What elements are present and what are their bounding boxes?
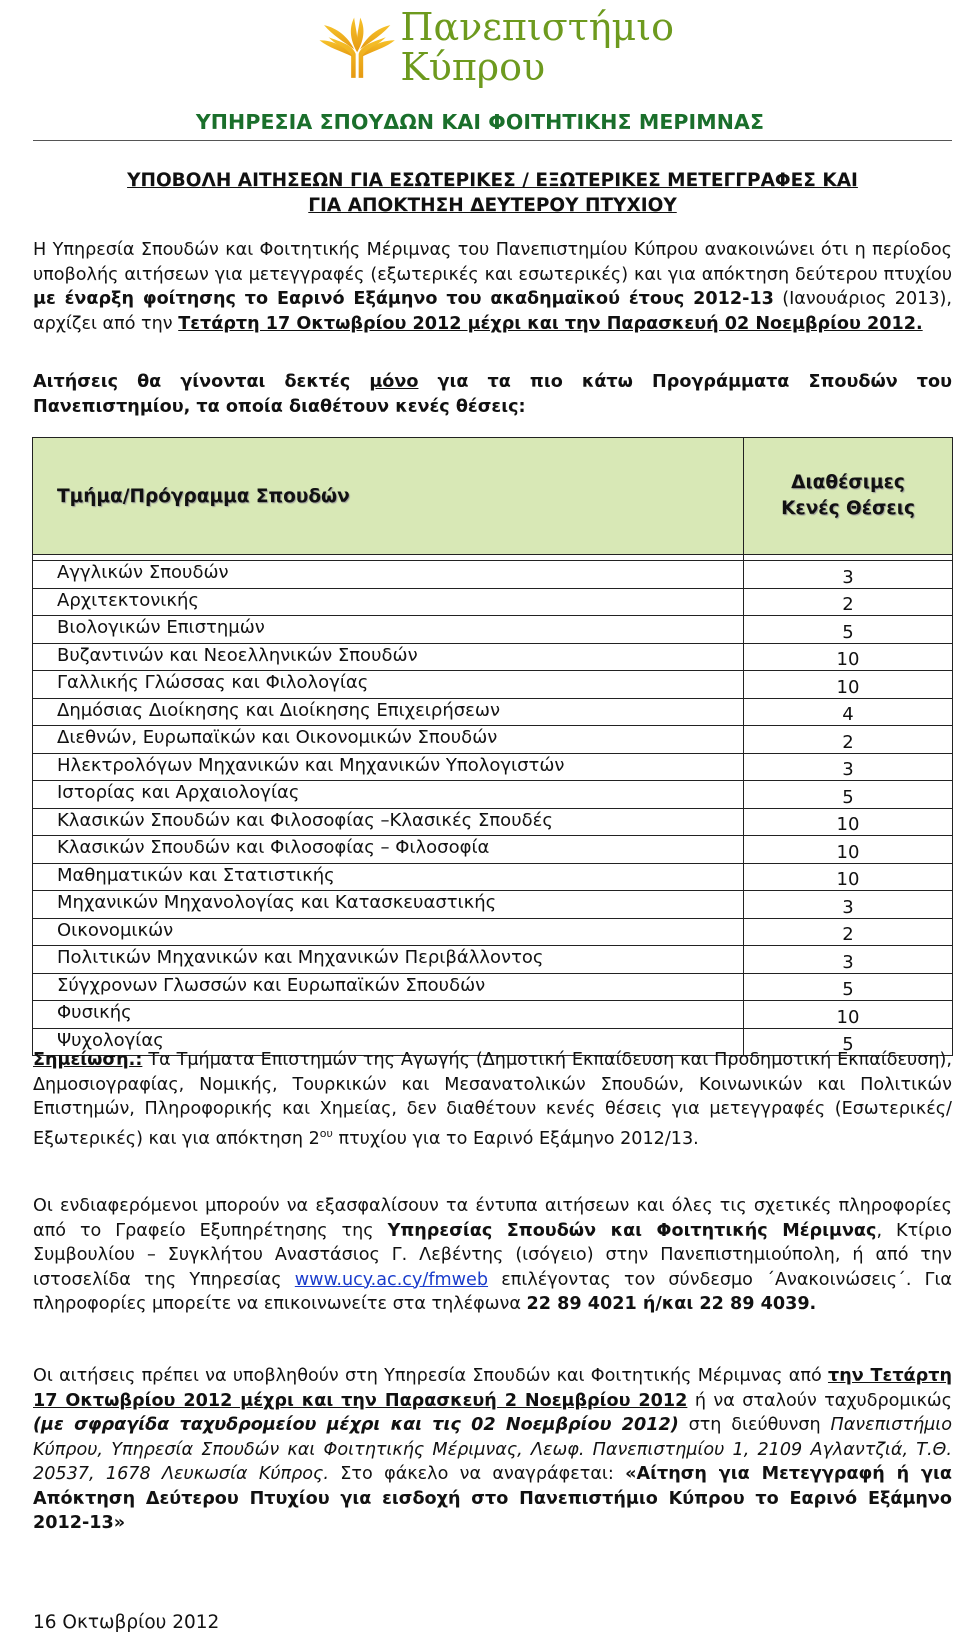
available-places: 4 bbox=[744, 698, 953, 726]
page-title-line-2: ΓΙΑ ΑΠΟΚΤΗΣΗ ΔΕΥΤΕΡΟΥ ΠΤΥΧΙΟΥ bbox=[308, 195, 677, 216]
table-row bbox=[33, 698, 953, 726]
note-label: Σημείωση.: bbox=[33, 1050, 143, 1070]
available-places: 10 bbox=[744, 1001, 953, 1029]
available-places: 2 bbox=[744, 918, 953, 946]
available-places: 3 bbox=[744, 946, 953, 974]
table-row bbox=[33, 973, 953, 1001]
info-service-name: Υπηρεσίας Σπουδών και Φοιτητικής Μέριμνας bbox=[387, 1220, 877, 1241]
intro-start-semester: με έναρξη φοίτησης το Εαρινό Εξάμηνο του ακαδημαϊκού έτους 2012-13 bbox=[33, 289, 774, 309]
table-row bbox=[33, 863, 953, 891]
program-name: Δημόσιας Διοίκησης και Διοίκησης Επιχειρήσεων bbox=[33, 698, 744, 726]
table-header-row bbox=[33, 438, 953, 555]
available-places: 10 bbox=[744, 643, 953, 671]
program-name: Ιστορίας και Αρχαιολογίας bbox=[33, 781, 744, 809]
available-places: 3 bbox=[744, 753, 953, 781]
program-name: Διεθνών, Ευρωπαϊκών και Οικονομικών Σπουδών bbox=[33, 726, 744, 754]
table-row bbox=[33, 726, 953, 754]
university-logo bbox=[318, 4, 674, 90]
available-places: 3 bbox=[744, 891, 953, 919]
intro-paragraph bbox=[33, 238, 952, 336]
program-name: Φυσικής bbox=[33, 1001, 744, 1029]
available-places: 5 bbox=[744, 616, 953, 644]
table-row bbox=[33, 588, 953, 616]
program-name: Ψυχολογίας bbox=[33, 1028, 744, 1056]
program-name: Κλασικών Σπουδών και Φιλοσοφίας – Φιλοσοφία bbox=[33, 836, 744, 864]
program-name: Οικονομικών bbox=[33, 918, 744, 946]
submission-envelope-label: «Αίτηση για Μετεγγραφή ή για Απόκτηση Δεύτερου Πτυχίου για εισδοχή στο Πανεπιστήμιο Κύπρου το Εαρινό Εξάμηνο 2012-13» bbox=[33, 1464, 952, 1533]
announcement-date: 16 Οκτωβρίου 2012 bbox=[33, 1612, 220, 1633]
available-places: 10 bbox=[744, 863, 953, 891]
submission-text-1: Οι αιτήσεις πρέπει να υποβληθούν στη Υπηρεσία Σπουδών και Φοιτητικής Μέριμνας από bbox=[33, 1366, 828, 1386]
table-row bbox=[33, 781, 953, 809]
info-text-1: Οι ενδιαφερόμενοι μπορούν να εξασφαλίσουν τα έντυπα αιτήσεων και όλες τις σχετικές πληροφορίες από το Γραφείο Εξυπηρέτησης της bbox=[33, 1196, 952, 1241]
program-name: Βυζαντινών και Νεοελληνικών Σπουδών bbox=[33, 643, 744, 671]
info-text-2: , Κτίριο Συμβουλίου – Συγκλήτου Αναστάσιος Γ. Λεβέντης (ισόγειο) στην Πανεπιστημιούπολη, ή από την ιστοσελίδα της Υπηρεσίας bbox=[33, 1220, 953, 1290]
service-website-link[interactable]: www.ucy.ac.cy/fmweb bbox=[294, 1269, 489, 1290]
info-phones: 22 89 4021 ή/και 22 89 4039. bbox=[526, 1294, 817, 1314]
header-divider bbox=[33, 140, 952, 141]
table-row bbox=[33, 643, 953, 671]
eligibility-paragraph bbox=[33, 370, 952, 419]
logo-line-1: Πανεπιστήμιο bbox=[400, 5, 674, 49]
table-row bbox=[33, 808, 953, 836]
program-name: Αρχιτεκτονικής bbox=[33, 588, 744, 616]
program-name: Μηχανικών Μηχανολογίας και Κατασκευαστικής bbox=[33, 891, 744, 919]
intro-period-dates: Τετάρτη 17 Οκτωβρίου 2012 μέχρι και την Παρασκευή 02 Νοεμβρίου 2012. bbox=[178, 313, 923, 334]
header-places-line-1: Διαθέσιμες bbox=[791, 472, 905, 493]
available-places: 2 bbox=[744, 588, 953, 616]
program-name: Πολιτικών Μηχανικών και Μηχανικών Περιβάλλοντος bbox=[33, 946, 744, 974]
program-name: Γαλλικής Γλώσσας και Φιλολογίας bbox=[33, 671, 744, 699]
table-row bbox=[33, 891, 953, 919]
available-places: 10 bbox=[744, 808, 953, 836]
table-row bbox=[33, 616, 953, 644]
program-name: Βιολογικών Επιστημών bbox=[33, 616, 744, 644]
note-paragraph bbox=[33, 1048, 952, 1151]
table-row bbox=[33, 946, 953, 974]
page-title bbox=[33, 168, 952, 218]
service-title: ΥΠΗΡΕΣΙΑ ΣΠΟΥΔΩΝ ΚΑΙ ΦΟΙΤΗΤΙΚΗΣ ΜΕΡΙΜΝΑΣ bbox=[195, 110, 765, 134]
eligibility-text-1: Αιτήσεις θα γίνονται δεκτές bbox=[33, 372, 370, 392]
header-available-places bbox=[744, 438, 953, 555]
eligibility-only: μόνο bbox=[369, 372, 419, 392]
program-name: Κλασικών Σπουδών και Φιλοσοφίας –Κλασικές Σπουδές bbox=[33, 808, 744, 836]
table-row bbox=[33, 561, 953, 589]
info-paragraph bbox=[33, 1194, 952, 1317]
tree-logo-icon bbox=[318, 4, 396, 90]
submission-dates: την Τετάρτη 17 Οκτωβρίου 2012 μέχρι και την Παρασκευή 2 Νοεμβρίου 2012 bbox=[33, 1366, 952, 1411]
table-row bbox=[33, 1001, 953, 1029]
program-name: Ηλεκτρολόγων Μηχανικών και Μηχανικών Υπολογιστών bbox=[33, 753, 744, 781]
available-places: 5 bbox=[744, 973, 953, 1001]
header-places-line-2: Κενές Θέσεις bbox=[781, 498, 915, 519]
table-row bbox=[33, 671, 953, 699]
available-places: 10 bbox=[744, 671, 953, 699]
available-places: 10 bbox=[744, 836, 953, 864]
note-superscript: ου bbox=[319, 1126, 333, 1140]
submission-postmark: (με σφραγίδα ταχυδρομείου μέχρι και τις 02 Νοεμβρίου 2012) bbox=[33, 1415, 679, 1435]
available-places: 3 bbox=[744, 561, 953, 589]
intro-text-1: Η Υπηρεσία Σπουδών και Φοιτητικής Μέριμνας του Πανεπιστημίου Κύπρου ανακοινώνει ότι η περίοδος υποβολής αιτήσεων για μετεγγραφές (εξωτερικές και εσωτερικές) και για απόκτηση δεύτερου πτυχίου bbox=[33, 240, 952, 285]
table-row bbox=[33, 753, 953, 781]
logo-line-2: Κύπρου bbox=[400, 45, 546, 89]
intro-text-2: (Ιανουάριος 2013), αρχίζει από την bbox=[33, 289, 952, 334]
header-program: Τμήμα/Πρόγραμμα Σπουδών bbox=[33, 438, 744, 555]
program-name: Σύγχρονων Γλωσσών και Ευρωπαϊκών Σπουδών bbox=[33, 973, 744, 1001]
table-row bbox=[33, 836, 953, 864]
note-text-1: Τα Τμήματα Επιστημών της Αγωγής (Δημοτική Εκπαίδευση και Προδημοτική Εκπαίδευση), Δημοσιογραφίας, Νομικής, Τουρκικών και Μεσανατολικών Σπουδών, Κοινωνικών και Πολιτικών Επιστημών, Πληροφορικής και Χημείας, δεν διαθέτουν κενές θέσεις για μετεγγραφές (Εσωτερικές/Εξωτερικές) και για απόκτηση 2 bbox=[33, 1050, 952, 1149]
program-name: Αγγλικών Σπουδών bbox=[33, 561, 744, 589]
available-places: 2 bbox=[744, 726, 953, 754]
logo-wordmark bbox=[400, 7, 674, 87]
note-text-2: πτυχίου για το Εαρινό Εξάμηνο 2012/13. bbox=[332, 1128, 699, 1149]
page-title-line-1: ΥΠΟΒΟΛΗ ΑΙΤΗΣΕΩΝ ΓΙΑ ΕΣΩΤΕΡΙΚΕΣ / ΕΞΩΤΕΡΙΚΕΣ ΜΕΤΕΓΓΡΑΦΕΣ ΚΑΙ bbox=[127, 170, 858, 191]
available-places: 5 bbox=[744, 781, 953, 809]
available-places: 5 bbox=[744, 1028, 953, 1056]
program-name: Μαθηματικών και Στατιστικής bbox=[33, 863, 744, 891]
info-text-3: επιλέγοντας τον σύνδεσμο ΄Ανακοινώσεις΄. Για πληροφορίες μπορείτε να επικοινωνείτε στα τηλέφωνα bbox=[33, 1269, 952, 1314]
submission-paragraph bbox=[33, 1364, 952, 1536]
submission-text-2: ή να σταλούν ταχυδρομικώς bbox=[687, 1390, 952, 1411]
table-row bbox=[33, 918, 953, 946]
eligibility-text-2: για τα πιο κάτω Προγράμματα Σπουδών του Πανεπιστημίου, τα οποία διαθέτουν κενές θέσεις: bbox=[33, 372, 952, 417]
submission-text-3: στη διεύθυνση bbox=[678, 1415, 831, 1435]
submission-text-4: Στο φάκελο να αναγράφεται: bbox=[328, 1464, 626, 1484]
submission-address: Πανεπιστήμιο Κύπρου, Υπηρεσία Σπουδών και Φοιτητικής Μέριμνας, Λεωφ. Πανεπιστημίου 1, 2109 Αγλαντζιά, Τ.Θ. 20537, 1678 Λευκωσία Κύπρος. bbox=[33, 1415, 952, 1484]
available-places-table bbox=[32, 437, 953, 1056]
